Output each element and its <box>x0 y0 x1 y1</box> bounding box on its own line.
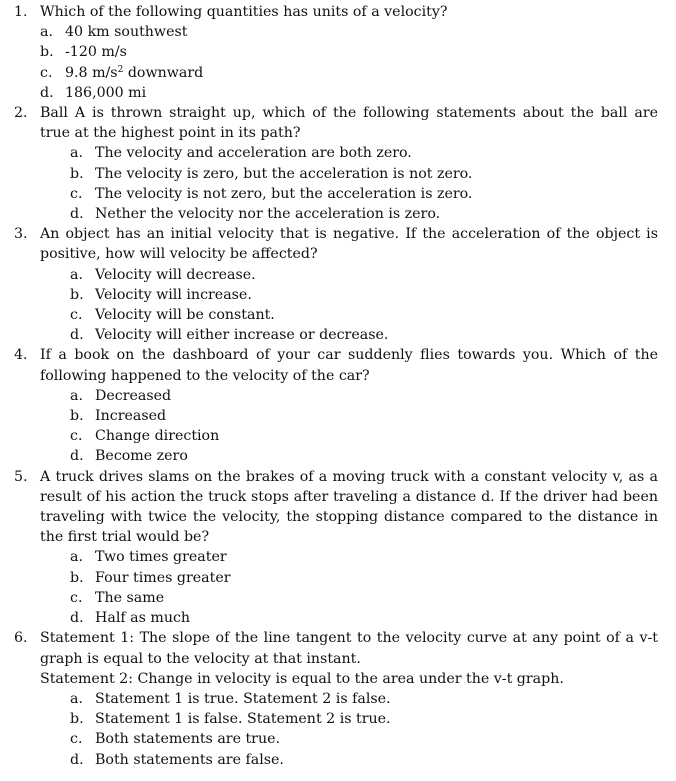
question-number: 6. <box>14 630 28 647</box>
option-a <box>0 547 658 567</box>
option-letter: d. <box>70 206 84 223</box>
question-number: 4. <box>14 347 28 364</box>
option-letter: d. <box>70 448 84 465</box>
option-letter: d. <box>70 610 84 627</box>
question-stem <box>0 467 658 548</box>
option-c <box>0 63 658 83</box>
option-letter: b. <box>70 286 84 303</box>
option-text: Both statements are false. <box>95 751 284 768</box>
option-letter: a. <box>70 145 83 162</box>
option-c <box>0 184 658 204</box>
option-text: The velocity and acceleration are both zero. <box>95 145 412 162</box>
option-text: The velocity is zero, but the acceleration is not zero. <box>95 165 473 182</box>
question-stem <box>0 345 658 385</box>
question-6 <box>0 628 658 769</box>
option-list <box>0 143 658 224</box>
option-text: Statement 1 is true. Statement 2 is false. <box>95 690 391 707</box>
option-b <box>0 406 658 426</box>
option-text: The same <box>95 589 165 606</box>
option-text: 40 km southwest <box>65 24 188 41</box>
question-1 <box>0 0 658 103</box>
question-number: 5. <box>14 468 28 485</box>
option-text: Nether the velocity nor the acceleration is zero. <box>95 206 441 223</box>
question-text: If a book on the dashboard of your car suddenly flies towards you. Which of the following happened to the velocity of the car? <box>40 347 658 384</box>
option-text: Statement 1 is false. Statement 2 is true. <box>95 711 391 728</box>
option-list <box>0 22 658 103</box>
option-text: Velocity will either increase or decrease. <box>95 327 389 344</box>
option-letter: c. <box>70 589 83 606</box>
option-letter: c. <box>40 64 53 81</box>
question-text: A truck drives slams on the brakes of a moving truck with a constant velocity v, as a result of his action the truck stops after traveling a distance d. If the driver had been traveling with twice the velocity, the stopping distance compared to the distance in the first trial would be? <box>40 468 658 546</box>
option-text: Both statements are true. <box>95 731 281 748</box>
option-a <box>0 265 658 285</box>
option-text: The velocity is not zero, but the acceleration is zero. <box>95 185 473 202</box>
option-d <box>0 83 658 103</box>
question-5 <box>0 467 658 629</box>
option-b <box>0 568 658 588</box>
option-text: Change direction <box>95 428 220 445</box>
option-text: 9.8 m/s <box>65 64 118 81</box>
option-list <box>0 265 658 346</box>
option-text: Become zero <box>95 448 188 465</box>
option-d <box>0 446 658 466</box>
option-letter: b. <box>70 569 84 586</box>
option-letter: d. <box>40 84 54 101</box>
option-d <box>0 204 658 224</box>
option-letter: a. <box>70 387 83 404</box>
option-text: Four times greater <box>95 569 231 586</box>
question-text-statement-2: Statement 2: Change in velocity is equal to the area under the v-t graph. <box>40 670 564 687</box>
question-stem <box>0 224 658 264</box>
option-letter: a. <box>40 24 53 41</box>
option-b <box>0 164 658 184</box>
question-text: Which of the following quantities has units of a velocity? <box>40 4 448 20</box>
question-stem <box>0 628 658 689</box>
option-letter: d. <box>70 327 84 344</box>
option-letter: b. <box>70 165 84 182</box>
option-letter: d. <box>70 751 84 768</box>
option-c <box>0 729 658 749</box>
option-text: Two times greater <box>95 549 227 566</box>
option-c <box>0 588 658 608</box>
option-text-suffix: downward <box>123 64 204 81</box>
option-a <box>0 143 658 163</box>
question-text: Statement 1: The slope of the line tangent to the velocity curve at any point of a v-t graph is equal to the velocity at that instant. <box>40 630 658 667</box>
option-text: Decreased <box>95 387 172 404</box>
question-text: Ball A is thrown straight up, which of the following statements about the ball are true at the highest point in its path? <box>40 105 658 142</box>
option-b <box>0 285 658 305</box>
option-text: 186,000 mi <box>65 84 147 101</box>
option-text: Velocity will be constant. <box>95 307 275 324</box>
question-stem <box>0 2 658 22</box>
option-text: Velocity will decrease. <box>95 266 256 283</box>
question-3 <box>0 224 658 345</box>
option-letter: b. <box>70 408 84 425</box>
option-letter: a. <box>70 266 83 283</box>
question-4 <box>0 345 658 466</box>
option-b <box>0 42 658 62</box>
option-b <box>0 709 658 729</box>
option-d <box>0 608 658 628</box>
question-stem <box>0 103 658 143</box>
option-a <box>0 386 658 406</box>
question-2 <box>0 103 658 224</box>
option-text: Increased <box>95 408 167 425</box>
option-list <box>0 689 658 770</box>
option-d <box>0 325 658 345</box>
option-letter: c. <box>70 185 83 202</box>
option-letter: c. <box>70 307 83 324</box>
option-c <box>0 426 658 446</box>
option-letter: b. <box>40 44 54 61</box>
option-letter: b. <box>70 711 84 728</box>
option-letter: c. <box>70 731 83 748</box>
option-text: -120 m/s <box>65 44 127 61</box>
option-letter: c. <box>70 428 83 445</box>
question-text: An object has an initial velocity that is negative. If the acceleration of the object is positive, how will velocity be affected? <box>40 226 658 263</box>
option-a <box>0 689 658 709</box>
option-text: Half as much <box>95 610 191 627</box>
option-d <box>0 750 658 770</box>
question-number: 1. <box>14 4 28 20</box>
option-a <box>0 22 658 42</box>
question-number: 3. <box>14 226 28 243</box>
option-letter: a. <box>70 690 83 707</box>
option-list <box>0 386 658 467</box>
question-number: 2. <box>14 105 28 122</box>
option-list <box>0 547 658 628</box>
option-c <box>0 305 658 325</box>
option-letter: a. <box>70 549 83 566</box>
option-superscript: 2 <box>117 64 124 75</box>
option-text: Velocity will increase. <box>95 286 252 303</box>
